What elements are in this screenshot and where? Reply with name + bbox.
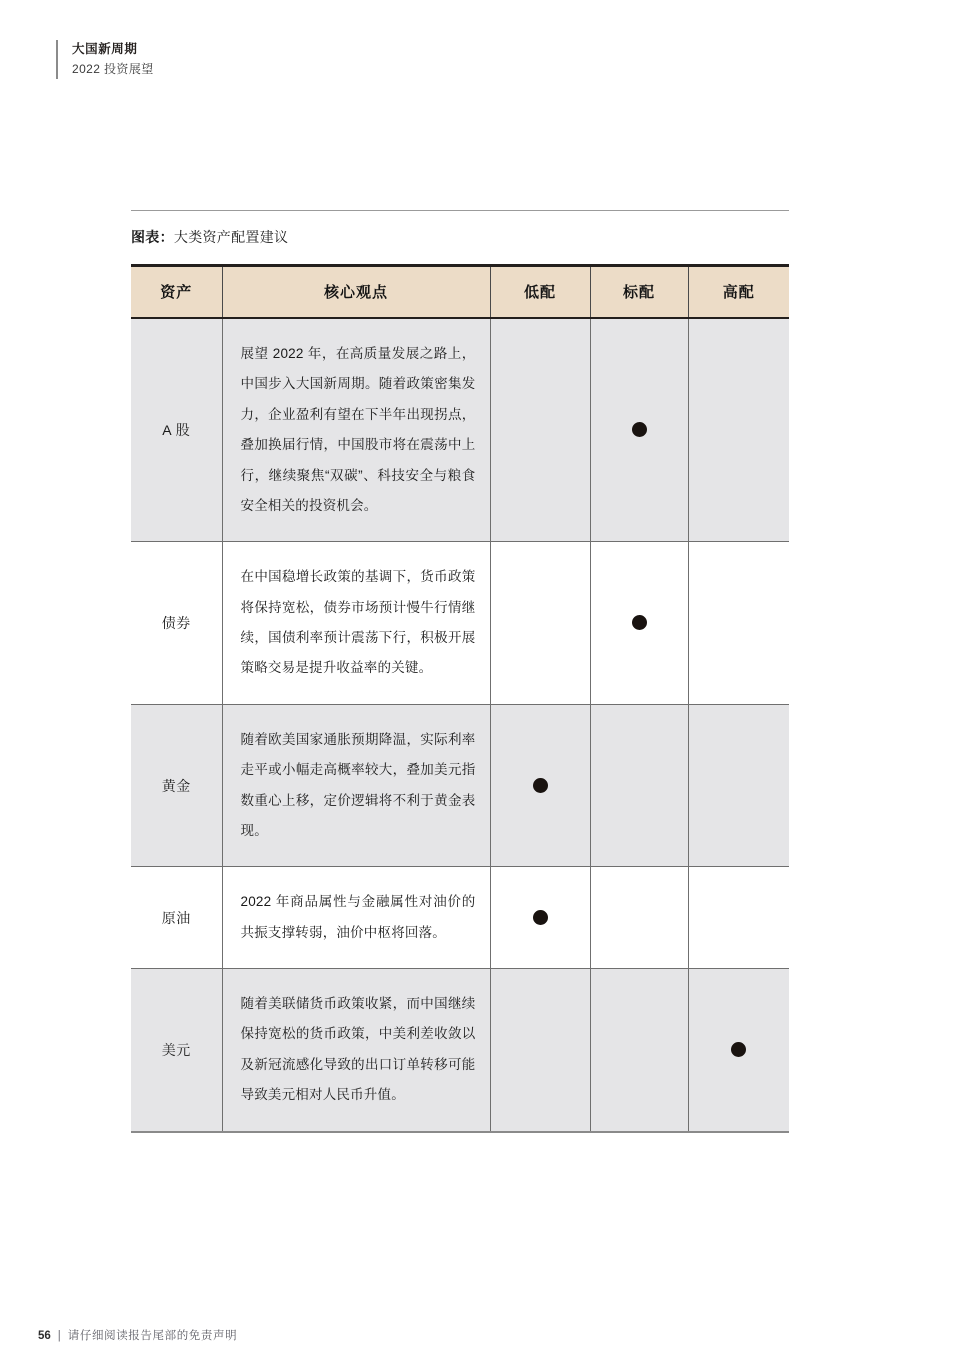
table-row — [131, 318, 789, 542]
overweight-cell — [688, 867, 789, 969]
allocation-dot-icon — [632, 422, 647, 437]
footer-separator: | — [57, 1330, 61, 1342]
asset-core-view: 展望 2022 年，在高质量发展之路上，中国步入大国新周期。随着政策密集发力，企业盈利有望在下半年出现拐点，叠加换届行情，中国股市将在震荡中上行，继续聚焦“双碳”、科技安全与粮食安全相关的投资机会。 — [222, 318, 490, 542]
asset-name: 黄金 — [131, 704, 222, 867]
table-row — [131, 542, 789, 705]
table-header-row — [131, 266, 789, 319]
underweight-cell — [490, 542, 590, 705]
overweight-cell — [688, 704, 789, 867]
asset-name: 债券 — [131, 542, 222, 705]
underweight-cell — [490, 867, 590, 969]
asset-name: 原油 — [131, 867, 222, 969]
report-subtitle: 2022 投资展望 — [72, 62, 154, 77]
neutral-cell — [590, 704, 688, 867]
figure-caption-label: 图表： — [131, 229, 174, 245]
overweight-cell — [688, 318, 789, 542]
overweight-cell — [688, 542, 789, 705]
neutral-cell — [590, 969, 688, 1132]
asset-core-view: 随着欧美国家通胀预期降温，实际利率走平或小幅走高概率较大，叠加美元指数重心上移，定价逻辑将不利于黄金表现。 — [222, 704, 490, 867]
underweight-cell — [490, 318, 590, 542]
asset-core-view: 在中国稳增长政策的基调下，货币政策将保持宽松，债券市场预计慢牛行情继续，国债利率预计震荡下行，积极开展策略交易是提升收益率的关键。 — [222, 542, 490, 705]
overweight-cell — [688, 969, 789, 1132]
running-header — [56, 40, 154, 79]
figure-caption — [131, 227, 789, 247]
column-header-overweight: 高配 — [688, 266, 789, 319]
column-header-asset: 资产 — [131, 266, 222, 319]
page-footer — [38, 1327, 237, 1343]
allocation-dot-icon — [632, 615, 647, 630]
footer-disclaimer: 请仔细阅读报告尾部的免责声明 — [67, 1330, 238, 1342]
figure-top-rule — [131, 210, 789, 211]
underweight-cell — [490, 704, 590, 867]
column-header-neutral: 标配 — [590, 266, 688, 319]
neutral-cell — [590, 318, 688, 542]
figure-caption-text: 大类资产配置建议 — [173, 229, 289, 245]
asset-core-view: 随着美联储货币政策收紧，而中国继续保持宽松的货币政策，中美利差收敛以及新冠流感化导致的出口订单转移可能导致美元相对人民币升值。 — [222, 969, 490, 1132]
table-row — [131, 969, 789, 1132]
page-number: 56 — [38, 1330, 51, 1342]
column-header-core-view: 核心观点 — [222, 266, 490, 319]
allocation-dot-icon — [533, 778, 548, 793]
asset-allocation-table — [131, 264, 789, 1133]
figure-block — [131, 210, 789, 1133]
column-header-underweight: 低配 — [490, 266, 590, 319]
underweight-cell — [490, 969, 590, 1132]
table-row — [131, 704, 789, 867]
allocation-dot-icon — [731, 1042, 746, 1057]
neutral-cell — [590, 867, 688, 969]
asset-core-view: 2022 年商品属性与金融属性对油价的共振支撑转弱，油价中枢将回落。 — [222, 867, 490, 969]
report-title: 大国新周期 — [72, 42, 138, 56]
allocation-dot-icon — [533, 910, 548, 925]
asset-name: 美元 — [131, 969, 222, 1132]
neutral-cell — [590, 542, 688, 705]
table-row — [131, 867, 789, 969]
asset-name: A 股 — [131, 318, 222, 542]
